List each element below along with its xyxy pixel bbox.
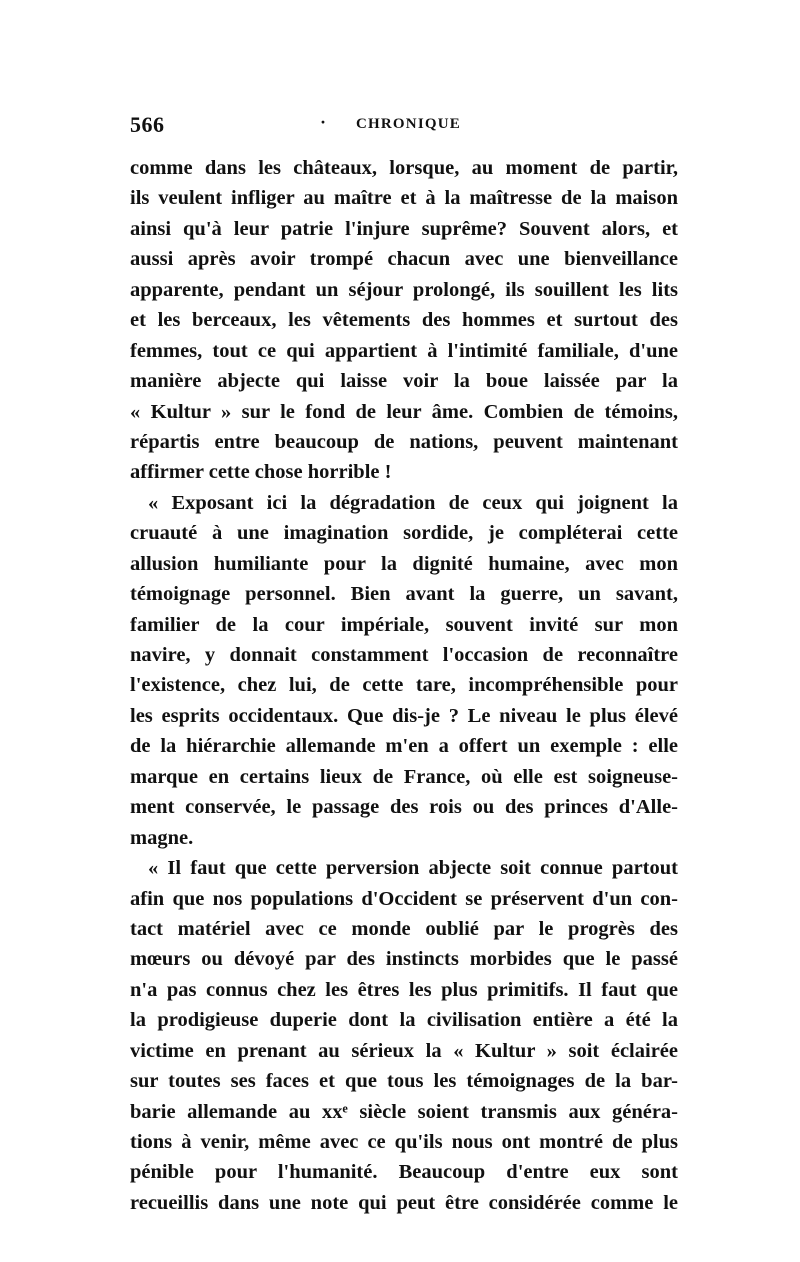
body-text [130,153,678,1218]
text-line: comme dans les châteaux, lorsque, au moment de partir, [130,157,678,179]
text-line: sur toutes ses faces et que tous les témoignages de la bar- [130,1070,678,1093]
text-line: barie allemande au xxᵉ siècle soient transmis aux généra- [130,1100,678,1123]
page-number: 566 [130,112,165,137]
text-line: pénible pour l'humanité. Beaucoup d'entre eux sont [130,1161,678,1184]
text-line: cruauté à une imagination sordide, je compléterai cette [130,522,678,545]
text-line: aussi après avoir trompé chacun avec une bienveillance [130,248,678,271]
text-line: apparente, pendant un séjour prolongé, ils souillent les lits [130,278,678,301]
text-line: victime en prenant au sérieux la « Kultur » soit éclairée [130,1039,678,1062]
text-line: n'a pas connus chez les êtres les plus primitifs. Il faut que [130,978,678,1001]
text-line: l'existence, chez lui, de cette tare, incompréhensible pour [130,674,678,697]
running-title: CHRONIQUE [356,116,461,132]
text-line: navire, y donnait constamment l'occasion de reconnaître [130,644,678,666]
text-line: témoignage personnel. Bien avant la guerre, un savant, [130,583,678,606]
header-separator: · [320,112,327,132]
text-line: et les berceaux, les vêtements des hommes et surtout des [130,309,678,332]
text-line: tions à venir, même avec ce qu'ils nous ont montré de plus [130,1131,678,1153]
text-line: magne. [130,826,194,849]
text-line: ment conservée, le passage des rois ou des princes d'Alle- [130,796,678,819]
text-line: marque en certains lieux de France, où elle est soigneuse- [130,765,678,788]
text-line: manière abjecte qui laisse voir la boue laissée par la [130,370,678,393]
text-line: mœurs ou dévoyé par des instincts morbides que le passé [130,948,678,971]
text-line: les esprits occidentaux. Que dis-je ? Le niveau le plus élevé [130,704,678,727]
text-line: familier de la cour impériale, souvent invité sur mon [130,613,678,636]
text-line: « Il faut que cette perversion abjecte soit connue partout [148,857,678,880]
text-line: afin que nos populations d'Occident se préservent d'un con- [130,887,678,910]
text-line: femmes, tout ce qui appartient à l'intimité familiale, d'une [130,339,678,362]
text-line: de la hiérarchie allemande m'en a offert un exemple : elle [130,735,678,758]
text-line: répartis entre beaucoup de nations, peuvent maintenant [130,430,678,453]
text-line: « Exposant ici la dégradation de ceux qui joignent la [148,491,678,514]
text-line: ils veulent infliger au maître et à la maîtresse de la maison [130,187,678,210]
text-line: « Kultur » sur le fond de leur âme. Combien de témoins, [130,400,678,423]
running-head [130,112,678,142]
text-line: ainsi qu'à leur patrie l'injure suprême? Souvent alors, et [130,217,678,240]
text-line: allusion humiliante pour la dignité humaine, avec mon [130,552,678,575]
text-line: recueillis dans une note qui peut être considérée comme le [130,1191,678,1214]
text-line: la prodigieuse duperie dont la civilisation entière a été la [130,1009,678,1032]
text-line: affirmer cette chose horrible ! [130,461,392,484]
text-line: tact matériel avec ce monde oublié par le progrès des [130,917,678,940]
